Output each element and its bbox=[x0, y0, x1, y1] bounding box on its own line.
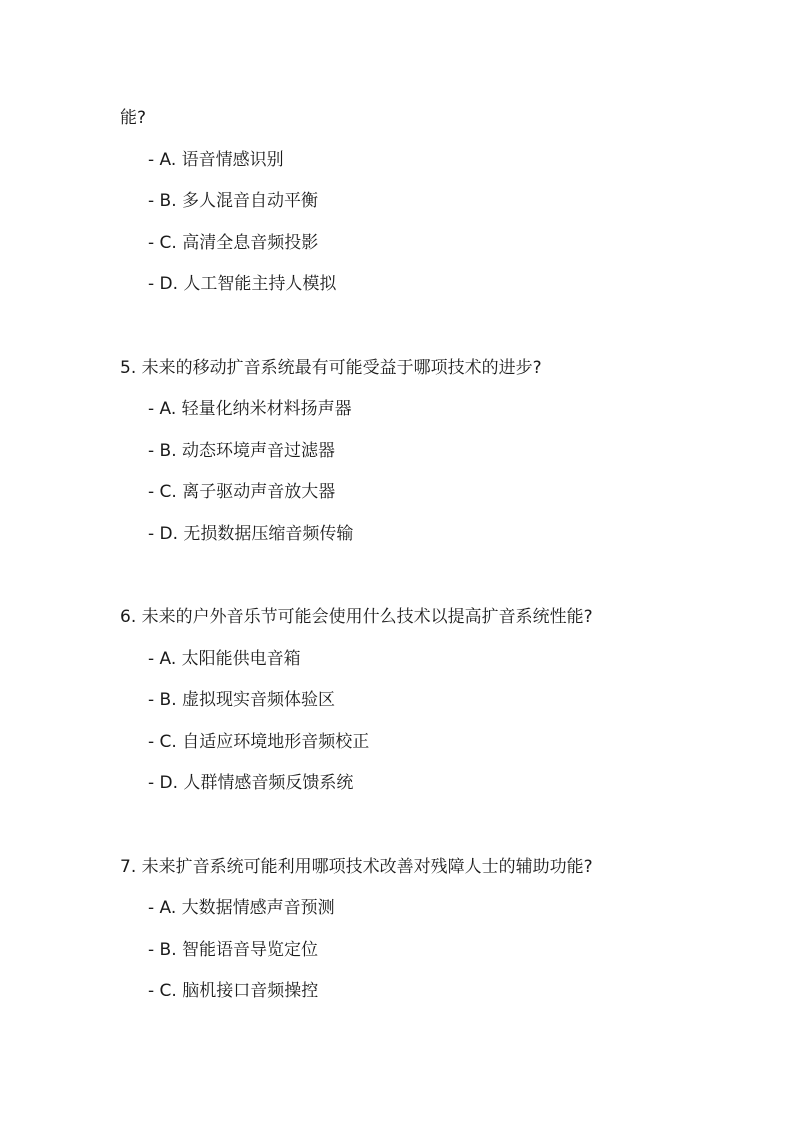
q4-option-c: - C. 高清全息音频投影 bbox=[148, 233, 319, 253]
q7-option-a: - A. 大数据情感声音预测 bbox=[148, 898, 335, 918]
q6-option-a: - A. 太阳能供电音箱 bbox=[148, 649, 301, 669]
q5-option-c: - C. 离子驱动声音放大器 bbox=[148, 482, 336, 502]
q5-option-a: - A. 轻量化纳米材料扬声器 bbox=[148, 399, 352, 419]
question-6: 6. 未来的户外音乐节可能会使用什么技术以提高扩音系统性能? bbox=[120, 607, 593, 627]
q4-option-b: - B. 多人混音自动平衡 bbox=[148, 191, 319, 211]
question-5: 5. 未来的移动扩音系统最有可能受益于哪项技术的进步? bbox=[120, 358, 542, 378]
q4-option-a: - A. 语音情感识别 bbox=[148, 150, 284, 170]
q7-option-c: - C. 脑机接口音频操控 bbox=[148, 981, 319, 1001]
q5-option-b: - B. 动态环境声音过滤器 bbox=[148, 441, 336, 461]
question-7: 7. 未来扩音系统可能利用哪项技术改善对残障人士的辅助功能? bbox=[120, 857, 593, 877]
q5-option-d: - D. 无损数据压缩音频传输 bbox=[148, 524, 354, 544]
q6-option-c: - C. 自适应环境地形音频校正 bbox=[148, 732, 370, 752]
q6-option-b: - B. 虚拟现实音频体验区 bbox=[148, 690, 336, 710]
question-continuation: 能? bbox=[120, 108, 147, 128]
q4-option-d: - D. 人工智能主持人模拟 bbox=[148, 274, 337, 294]
q7-option-b: - B. 智能语音导览定位 bbox=[148, 940, 319, 960]
q6-option-d: - D. 人群情感音频反馈系统 bbox=[148, 773, 354, 793]
